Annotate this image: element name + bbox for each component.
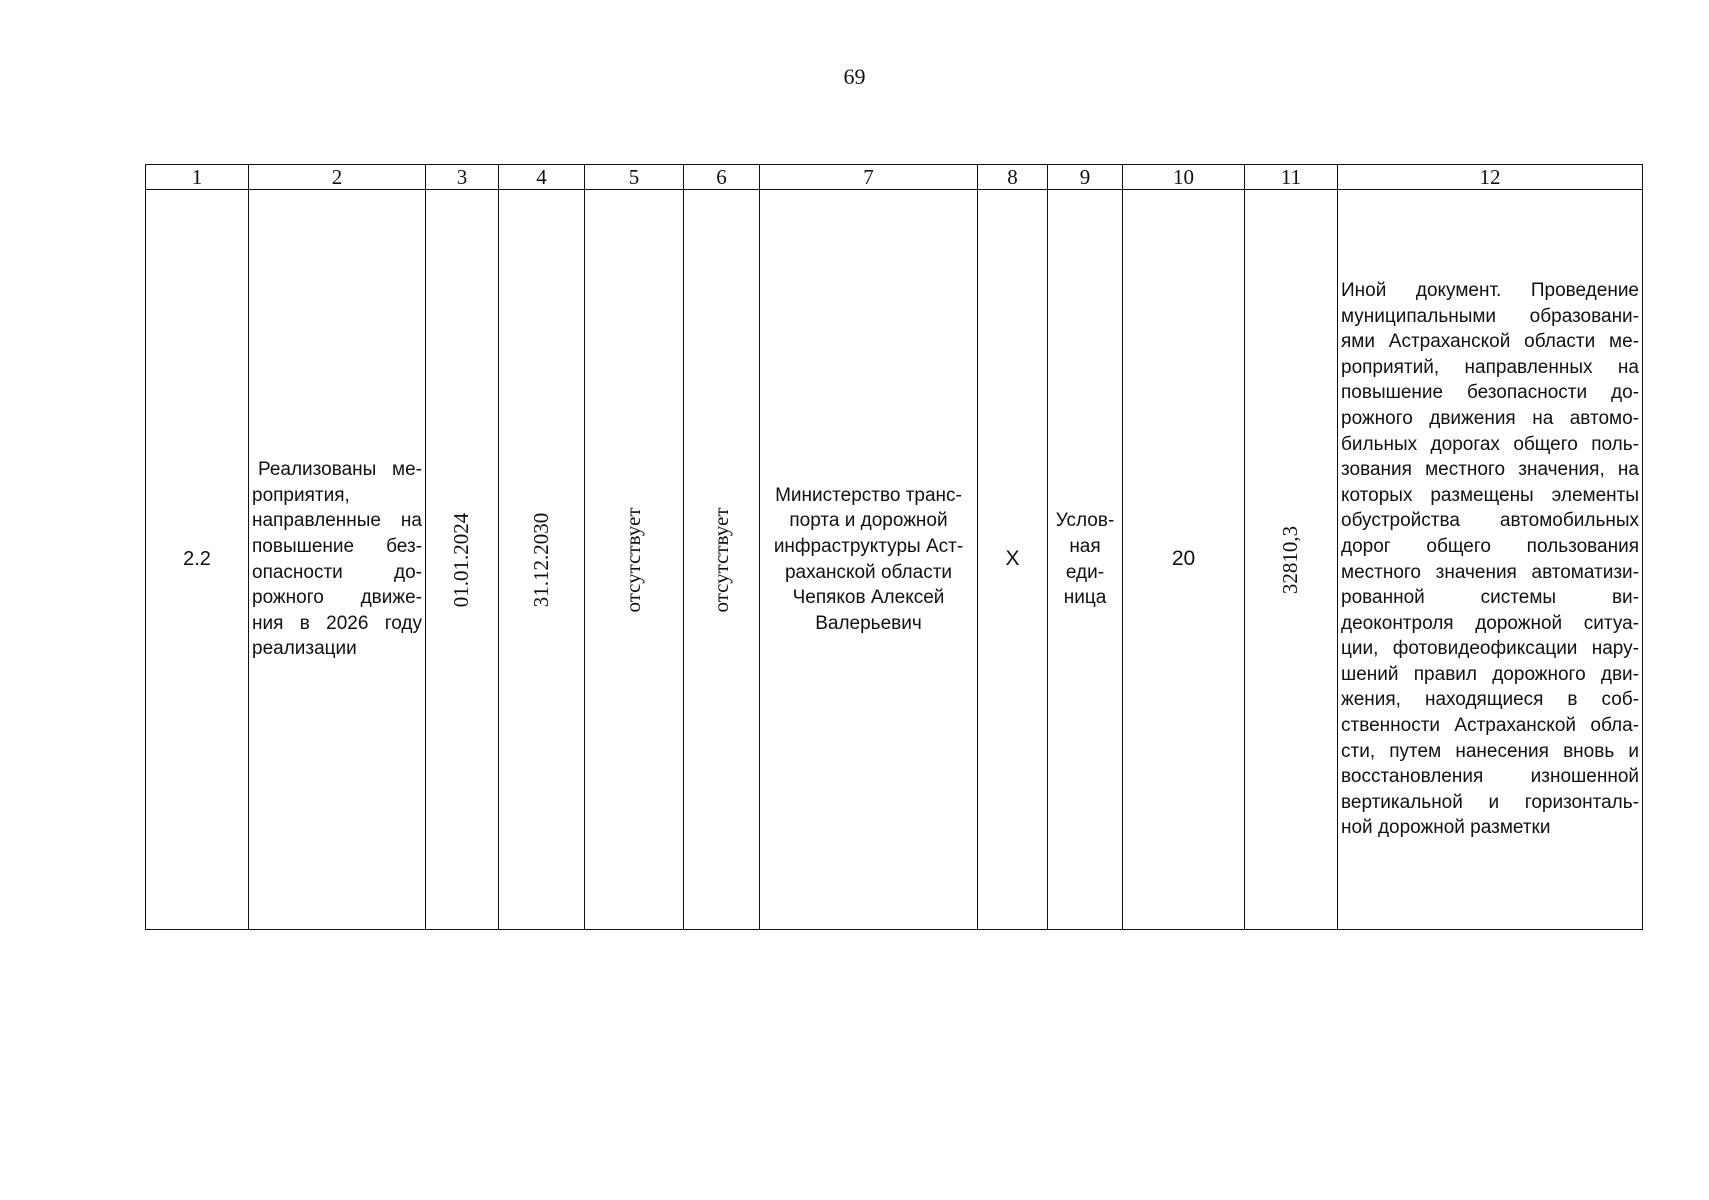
col8-cell [978,190,1048,930]
col-header-12: 12 [1338,165,1643,190]
document-line: деоконтроля дорожной ситуа- [1341,612,1639,634]
document-line: бильных дорогах общего поль- [1341,433,1639,455]
document-line: сти, путем нанесения вновь и [1341,740,1639,762]
col6-cell [684,190,760,930]
document-line: ственности Астраханской обла- [1341,715,1639,737]
unit-cell [1048,190,1123,930]
col-header-5: 5 [585,165,684,190]
unit-line: еди- [1065,561,1105,583]
unit-line: ница [1063,587,1107,609]
row-number-cell [146,190,249,930]
col-header-4: 4 [499,165,585,190]
start-date-cell [426,190,499,930]
responsible-cell [760,190,978,930]
measures-table [145,164,1643,930]
document-line: ями Астраханской области ме- [1341,331,1639,353]
document-line: роприятий, направленных на [1341,356,1639,378]
document-line: вертикальной и горизонталь- [1341,791,1639,813]
col-header-11: 11 [1245,165,1338,190]
document-text [1338,278,1642,841]
unit-line: Услов- [1055,510,1115,532]
unit-line: ная [1069,535,1101,557]
result-line: повышение без- [252,535,422,557]
col8-value: Х [1005,547,1020,571]
end-date-cell [499,190,585,930]
col5-cell [585,190,684,930]
document-line: местного значения автоматизи- [1341,561,1639,583]
document-line: муниципальными образовани- [1341,305,1639,327]
row-number: 2.2 [183,547,211,570]
end-date: 31.12.2030 [528,512,553,607]
document-line: рованной системы ви- [1341,587,1639,609]
amount-cell [1245,190,1338,930]
result-line: Реализованы ме- [258,459,422,481]
document-cell [1338,190,1643,930]
table-row [146,190,1643,930]
value: 20 [1171,547,1196,571]
col-header-1: 1 [146,165,249,190]
result-line: направленные на [252,510,422,532]
responsible-line: Министерство транс- [775,484,962,506]
col-header-8: 8 [978,165,1048,190]
result-line: ния в 2026 году [252,612,422,634]
start-date: 01.01.2024 [449,512,474,607]
value-cell [1123,190,1245,930]
document-line: ной дорожной разметки [1341,817,1551,839]
document-line: жения, находящиеся в соб- [1341,689,1639,711]
col-header-7: 7 [760,165,978,190]
col-header-3: 3 [426,165,499,190]
responsible-line: Валерьевич [815,612,922,634]
page-number: 69 [843,64,866,89]
document-line: шений правил дорожного дви- [1341,663,1639,685]
column-number-row [146,165,1643,190]
result-text [249,457,425,662]
responsible-line: раханской области [784,561,953,583]
col-header-2: 2 [249,165,426,190]
responsible-text [760,483,977,637]
responsible-line: инфраструктуры Аст- [773,535,964,557]
document-line: ции, фотовидеофиксации нару- [1341,638,1639,660]
result-line: опасности до- [252,561,422,583]
result-line: рожного движе- [252,587,422,609]
unit-text [1048,508,1122,610]
document-line: восстановления изношенной [1341,766,1639,788]
col6-value: отсутствует [708,506,733,613]
result-line: реализации [252,638,357,660]
col-header-10: 10 [1123,165,1245,190]
result-cell [249,190,426,930]
document-line: зования местного значения, на [1341,459,1639,481]
responsible-line: Чепяков Алексей [792,587,945,609]
document-line: Иной документ. Проведение [1341,279,1639,301]
document-line: дорог общего пользования [1341,535,1639,557]
document-line: повышение безопасности до- [1341,382,1639,404]
col5-value: отсутствует [621,506,646,613]
col-header-9: 9 [1048,165,1123,190]
document-line: рожного движения на автомо- [1341,407,1639,429]
col-header-6: 6 [684,165,760,190]
responsible-line: порта и дорожной [789,510,948,532]
document-line: обустройства автомобильных [1341,510,1639,532]
document-line: которых размещены элементы [1341,484,1639,506]
result-line: роприятия, [252,484,350,506]
amount: 32810,3 [1278,525,1303,594]
